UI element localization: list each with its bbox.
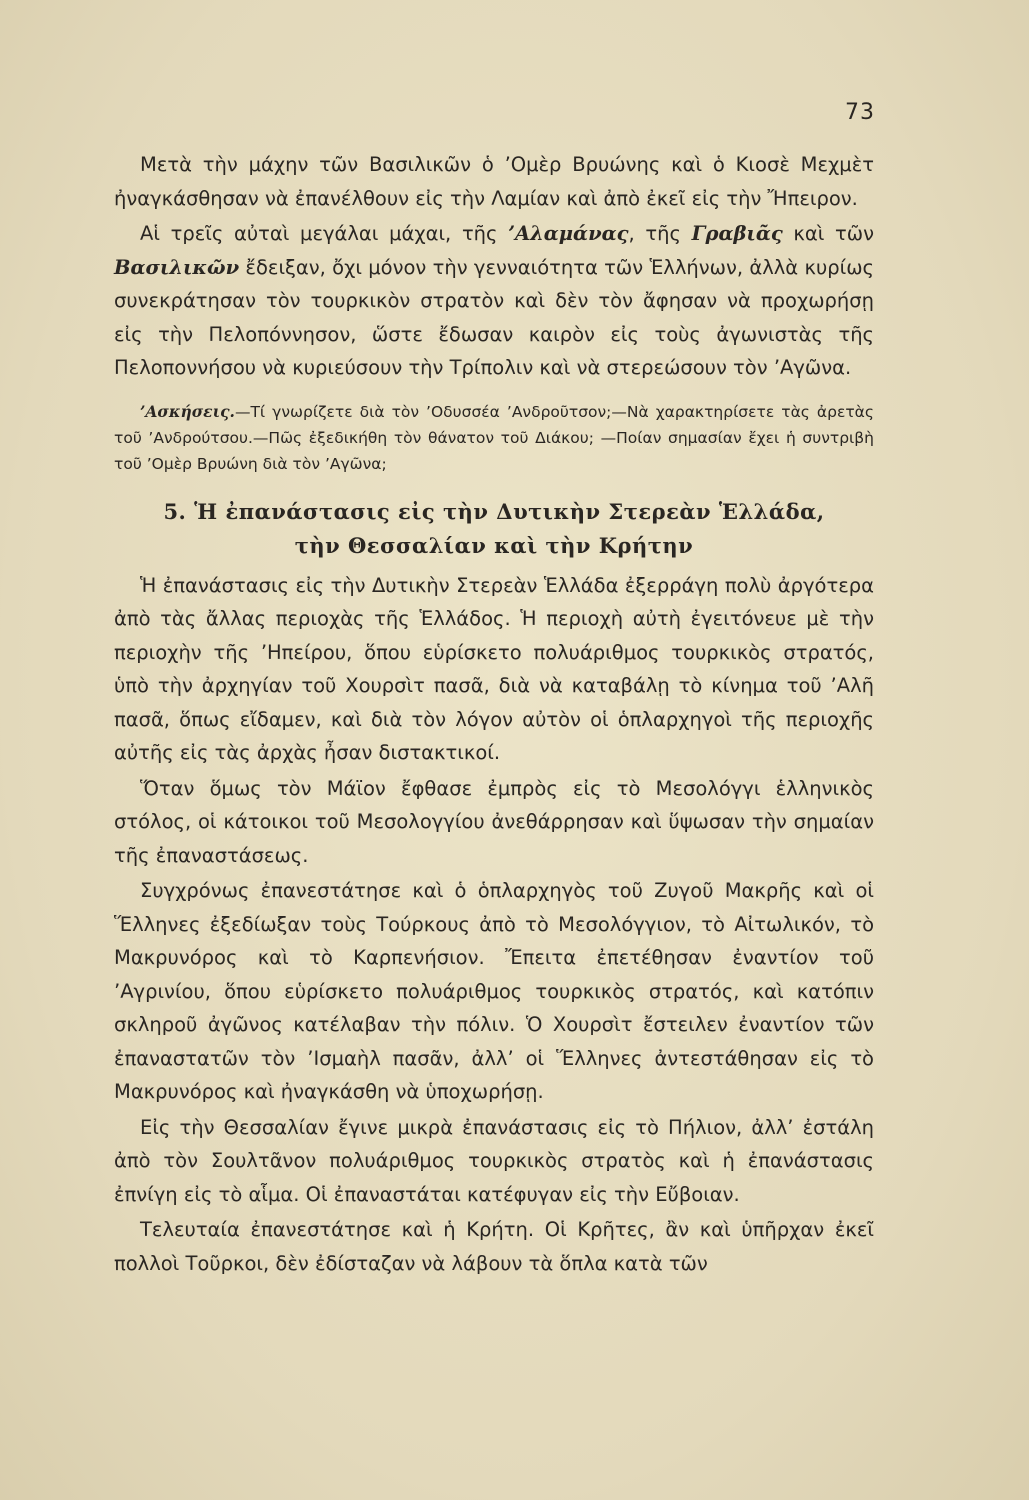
section-heading-line2: τὴν Θεσσαλίαν καὶ τὴν Κρήτην bbox=[294, 532, 694, 558]
text-segment: , τῆς bbox=[628, 222, 692, 245]
text-segment: Αἱ τρεῖς αὐταὶ μεγάλαι μάχαι, τῆς bbox=[140, 222, 509, 245]
section-heading bbox=[114, 495, 874, 563]
paragraph-western-greece: Ἡ ἐπανάστασις εἰς τὴν Δυτικὴν Στερεὰν Ἑλλάδα ἐξερράγη πολὺ ἀργότερα ἀπὸ τὰς ἄλλας περιοχὰς τῆς Ἑλλάδος. Ἡ περιοχὴ αὐτὴ ἐγειτόνευε μὲ τὴν περιοχὴν τῆς ’Ηπείρου, ὅπου εὑρίσκετο πολυάριθμος τουρκικὸς στρατός, ὑπὸ τὴν ἀρχηγίαν τοῦ Χουρσὶτ πασᾶ, διὰ νὰ καταβάλῃ τὸ κίνημα τοῦ ’Αλῆ πασᾶ, ὅπως εἴδαμεν, καὶ διὰ τὸν λόγον αὐτὸν οἱ ὁπλαρχηγοὶ τῆς περιοχῆς αὐτῆς εἰς τὰς ἀρχὰς ἦσαν διστακτικοί. bbox=[114, 573, 874, 764]
emphasis-alamana: ’Αλαμάνας bbox=[508, 222, 629, 245]
paragraph-three-battles bbox=[114, 217, 874, 385]
paragraph-vasilika-aftermath: Μετὰ τὴν μάχην τῶν Βασιλικῶν ὁ ’Ομὲρ Βρυώνης καὶ ὁ Κιοσὲ Μεχμὲτ ἠναγκάσθησαν νὰ ἐπανέλθουν εἰς τὴν Λαμίαν καὶ ἀπὸ ἐκεῖ εἰς τὴν Ἤπειρον. bbox=[114, 153, 874, 210]
paragraph-crete: Τελευταία ἐπανεστάτησε καὶ ἡ Κρήτη. Οἱ Κρῆτες, ἂν καὶ ὑπῆρχαν ἐκεῖ πολλοὶ Τοῦρκοι, δὲν ἐδίσταζαν νὰ λάβουν τὰ ὅπλα κατὰ τῶν bbox=[114, 1218, 874, 1275]
text-segment: ἔδειξαν, ὄχι μόνον τὴν γενναιότητα τῶν Ἑλλήνων, ἀλλὰ κυρίως συνεκράτησαν τὸν τουρκικὸν στρατὸν καὶ δὲν τὸν ἄφησαν νὰ προχωρήσῃ εἰς τὴν Πελοπόννησον, ὥστε ἔδωσαν καιρὸν εἰς τοὺς ἀγωνιστὰς τῆς Πελοποννήσου νὰ κυριεύσουν τὴν Τρίπολιν καὶ νὰ στερεώσουν τὸν ’Αγῶνα. bbox=[114, 255, 874, 379]
page-content bbox=[114, 148, 874, 1280]
exercises-label: ’Ασκήσεις. bbox=[140, 401, 235, 421]
page-number: 73 bbox=[845, 100, 875, 125]
emphasis-vasilika: Βασιλικῶν bbox=[114, 255, 240, 279]
exercises-text: —Τί γνωρίζετε διὰ τὸν ’Οδυσσέα ’Ανδροῦτσον;—Νὰ χαρακτηρίσετε τὰς ἀρετὰς τοῦ ’Ανδρούτσου.—Πῶς ἐξεδικήθη τὸν θάνατον τοῦ Διάκου; —Ποίαν σημασίαν ἔχει ἡ συντριβὴ τοῦ ’Ομὲρ Βρυώνη διὰ τὸν ’Αγῶνα; bbox=[114, 402, 874, 473]
text-segment: καὶ τῶν bbox=[782, 222, 875, 245]
exercises-block bbox=[114, 399, 874, 477]
paragraph-thessaly: Εἰς τὴν Θεσσαλίαν ἔγινε μικρὰ ἐπανάστασις εἰς τὸ Πήλιον, ἀλλ’ ἐστάλη ἀπὸ τὸν Σουλτᾶνον πολυάριθμος τουρκικὸς στρατὸς καὶ ἡ ἐπανάστασις ἐπνίγη εἰς τὸ αἷμα. Οἱ ἐπαναστάται κατέφυγαν εἰς τὴν Εὔβοιαν. bbox=[114, 1115, 874, 1206]
paragraph-makris: Συγχρόνως ἐπανεστάτησε καὶ ὁ ὁπλαρχηγὸς τοῦ Ζυγοῦ Μακρῆς καὶ οἱ Ἕλληνες ἐξεδίωξαν τοὺς Τούρκους ἀπὸ τὸ Μεσολόγγιον, τὸ Αἰτωλικόν, τὸ Μακρυνόρος καὶ τὸ Καρπενήσιον. Ἔπειτα ἐπετέθησαν ἐναντίον τοῦ ’Αγρινίου, ὅπου εὑρίσκετο πολυάριθμος τουρκικὸς στρατός, καὶ κατόπιν σκληροῦ ἀγῶνος κατέλαβαν τὴν πόλιν. Ὁ Χουρσὶτ ἔστειλεν ἐναντίον τῶν ἐπαναστατῶν τὸν ’Ισμαὴλ πασᾶν, ἀλλ’ οἱ Ἕλληνες ἀντεστάθησαν εἰς τὸ Μακρυνόρος καὶ ἠναγκάσθη νὰ ὑποχωρήσῃ. bbox=[114, 879, 874, 1103]
emphasis-gravia: Γραβιᾶς bbox=[691, 222, 783, 245]
paragraph-mesolongi: Ὅταν ὅμως τὸν Μάϊον ἔφθασε ἐμπρὸς εἰς τὸ Μεσολόγγι ἑλληνικὸς στόλος, οἱ κάτοικοι τοῦ Μεσολογγίου ἀνεθάρρησαν καὶ ὕψωσαν τὴν σημαίαν τῆς ἐπαναστάσεως. bbox=[114, 776, 874, 867]
section-heading-line1: 5. Ἡ ἐπανάστασις εἰς τὴν Δυτικὴν Στερεὰν Ἑλλάδα, bbox=[163, 498, 825, 524]
